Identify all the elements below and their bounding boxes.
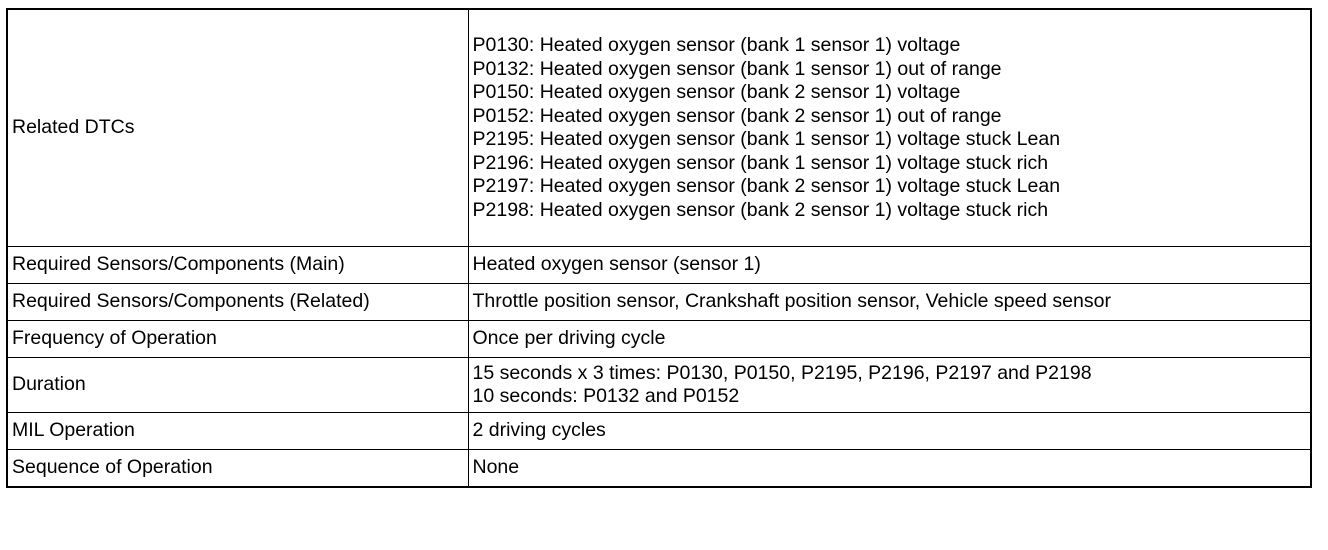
dtc-line: P2195: Heated oxygen sensor (bank 1 sensor 1) voltage stuck Lean [472, 128, 1061, 150]
duration-line: 10 seconds: P0132 and P0152 [472, 385, 740, 407]
row-label: Frequency of Operation [7, 321, 468, 358]
table-row-frequency [7, 321, 1311, 358]
duration-line: 15 seconds x 3 times: P0130, P0150, P2195, P2196, P2197 and P2198 [472, 361, 1092, 384]
row-label: Required Sensors/Components (Related) [7, 284, 468, 321]
dtc-line: P0150: Heated oxygen sensor (bank 2 sensor 1) voltage [472, 81, 961, 103]
table-row-sensors-main [7, 247, 1311, 284]
row-label: Duration [7, 358, 468, 413]
table-row-related-dtcs [7, 9, 1311, 247]
row-label: Related DTCs [7, 9, 468, 247]
table-row-duration [7, 358, 1311, 413]
row-value: None [468, 450, 1311, 488]
table-row-sensors-related [7, 284, 1311, 321]
dtc-line: P0130: Heated oxygen sensor (bank 1 sensor 1) voltage [472, 34, 961, 56]
monitor-info-table [6, 8, 1312, 488]
dtc-line: P2196: Heated oxygen sensor (bank 1 sensor 1) voltage stuck rich [472, 151, 1049, 174]
row-value: Heated oxygen sensor (sensor 1) [468, 247, 1311, 284]
row-value: Once per driving cycle [468, 321, 1311, 358]
row-label: MIL Operation [7, 413, 468, 450]
dtc-line: P2197: Heated oxygen sensor (bank 2 sensor 1) voltage stuck Lean [472, 175, 1061, 197]
table-row-sequence [7, 450, 1311, 488]
row-value [468, 358, 1311, 413]
row-value [468, 9, 1311, 247]
table-row-mil-operation [7, 413, 1311, 450]
dtc-line: P0132: Heated oxygen sensor (bank 1 sensor 1) out of range [472, 57, 1002, 80]
dtc-line: P0152: Heated oxygen sensor (bank 2 sensor 1) out of range [472, 104, 1002, 127]
row-value: Throttle position sensor, Crankshaft position sensor, Vehicle speed sensor [468, 284, 1311, 321]
row-label: Required Sensors/Components (Main) [7, 247, 468, 284]
dtc-line: P2198: Heated oxygen sensor (bank 2 sensor 1) voltage stuck rich [472, 198, 1049, 221]
row-value: 2 driving cycles [468, 413, 1311, 450]
row-label: Sequence of Operation [7, 450, 468, 488]
